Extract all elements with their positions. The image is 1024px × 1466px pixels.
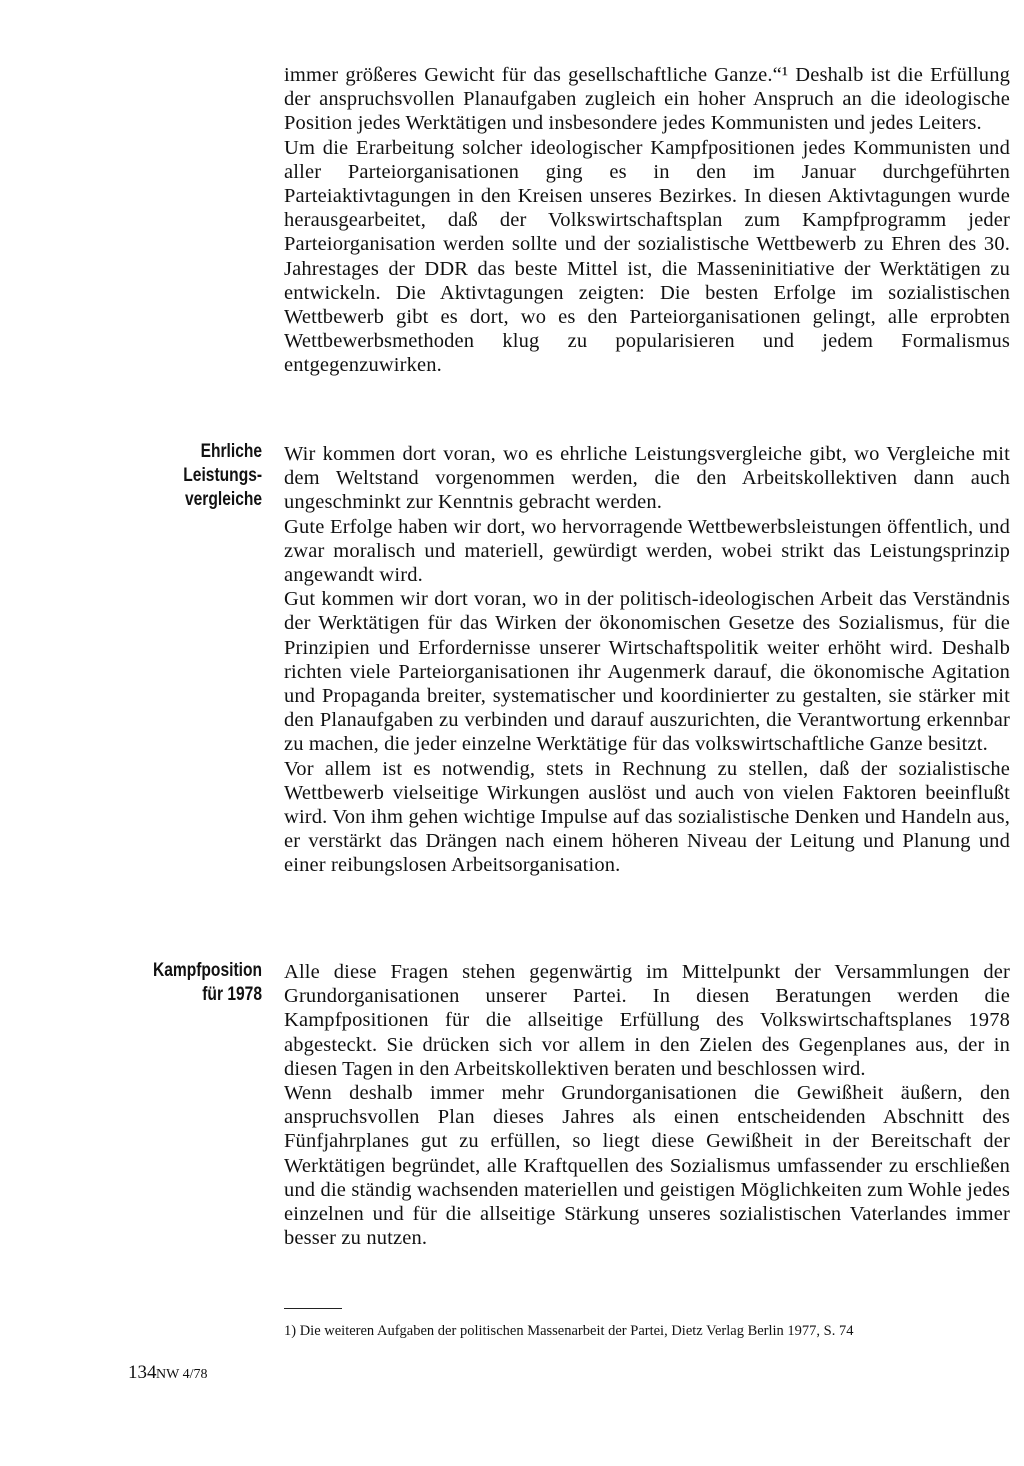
margin-heading-kampfposition (153, 959, 262, 1007)
paragraph: immer größeres Gewicht für das gesellschaftliche Ganze.“¹ Deshalb ist die Erfüllung der anspruchsvollen Planaufgaben zugleich ein hoher Anspruch an die ideologische Position jedes Werktätigen und insbesondere jedes Kommunisten und jedes Leiters. (284, 64, 1010, 135)
paragraph: Gute Erfolge haben wir dort, wo hervorragende Wettbewerbsleistungen öffentlich, und zwar moralisch und materiell, gewürdigt werden, wobei strikt das Leistungsprinzip angewandt wird. (284, 515, 1010, 587)
margin-heading-line: Kampfposition (152, 960, 262, 981)
body-text-block-3 (284, 960, 1010, 1250)
margin-heading-line: vergleiche (184, 489, 262, 510)
footnote-divider (284, 1308, 342, 1309)
paragraph: Um die Erarbeitung solcher ideologischer Kampfpositionen jedes Kommunisten und aller Parteiorganisationen ging es in den im Januar durchgeführten Parteiaktivtagungen in den Kreisen unseres Bezirkes. In diesen Aktivtagungen wurde herausgearbeitet, daß der Volkswirtschaftsplan zum Kampfprogramm jeder Parteiorganisation werden sollte und der sozialistische Wettbewerb zu Ehren des 30. Jahrestages der DDR das beste Mittel ist, die Masseninitiative der Werktätigen zu entwickeln. Die Aktivtagungen zeigten: Die besten Erfolge im sozialistischen Wettbewerb gibt es dort, wo es den Parteiorganisationen gelingt, alle erprobten Wettbewerbsmethoden klug zu popularisieren und jedem Formalismus entgegenzuwirken. (284, 136, 1010, 377)
paragraph: Vor allem ist es notwendig, stets in Rechnung zu stellen, daß der sozialistische Wettbewerb vielseitige Wirkungen auslöst und auch von vielen Faktoren beeinflußt wird. Von ihm gehen wichtige Impulse auf das sozialistische Denken und Handeln aus, er verstärkt das Drängen nach einem höheren Niveau der Leitung und Planung und einer reibungslosen Arbeitsorganisation. (284, 757, 1010, 877)
margin-heading-line: Leistungs- (183, 465, 262, 486)
footnote: 1) Die weiteren Aufgaben der politischen Massenarbeit der Partei, Dietz Verlag Berlin 1977, S. 74 (284, 1323, 854, 1339)
paragraph: Wir kommen dort voran, wo es ehrliche Leistungsvergleiche gibt, wo Vergleiche mit dem Weltstand vorgenommen werden, die den Arbeitskollektiven dann auch ungeschminkt zur Kenntnis gebracht werden. (284, 443, 1010, 514)
journal-reference: NW 4/78 (156, 1367, 208, 1382)
paragraph: Wenn deshalb immer mehr Grundorganisationen die Gewißheit äußern, den anspruchsvollen Plan dieses Jahres als einen entscheidenden Abschnitt des Fünfjahrplanes gut zu erfüllen, so liegt diese Gewißheit in der Bereitschaft der Werktätigen begründet, alle Kraftquellen des Sozialismus umfassender zu erschließen und die ständig wachsenden materiellen und geistigen Möglichkeiten zum Wohle jedes einzelnen und für die allseitige Stärkung unseres sozialistischen Vaterlandes immer besser zu nutzen. (284, 1082, 1010, 1250)
margin-heading-ehrliche-leistungsvergleiche (183, 440, 262, 512)
body-text-block-1 (284, 63, 1010, 378)
body-text-block-2 (284, 442, 1010, 878)
paragraph: Gut kommen wir dort voran, wo in der politisch-ideologischen Arbeit das Verständnis der Werktätigen für das Wirken der ökonomischen Gesetze des Sozialismus, für die Prinzipien und Erfordernisse unserer Wirtschaftspolitik weiter erhöht wird. Deshalb richten viele Parteiorganisationen ihr Augenmerk darauf, die ökonomische Agitation und Propaganda breiter, systematischer und koordinierter zu gestalten, sie stärker mit den Planaufgaben zu verbinden und darauf auszurichten, die Verantwortung erkennbar zu machen, die jeder einzelne Werktätige für das volkswirtschaftliche Ganze besitzt. (284, 588, 1010, 756)
page-number: 134 (128, 1362, 157, 1383)
paragraph: Alle diese Fragen stehen gegenwärtig im Mittelpunkt der Versammlungen der Grundorganisationen unserer Partei. In diesen Beratungen werden die Kampfpositionen für die allseitige Erfüllung des Volkswirtschaftsplanes 1978 abgesteckt. Sie drücken sich vor allem in den Zielen des Gegenplanes aus, der in diesen Tagen in den Arbeitskollektiven beraten und beschlossen wird. (284, 961, 1010, 1080)
margin-heading-line: für 1978 (202, 984, 262, 1005)
margin-heading-line: Ehrliche (200, 441, 262, 462)
